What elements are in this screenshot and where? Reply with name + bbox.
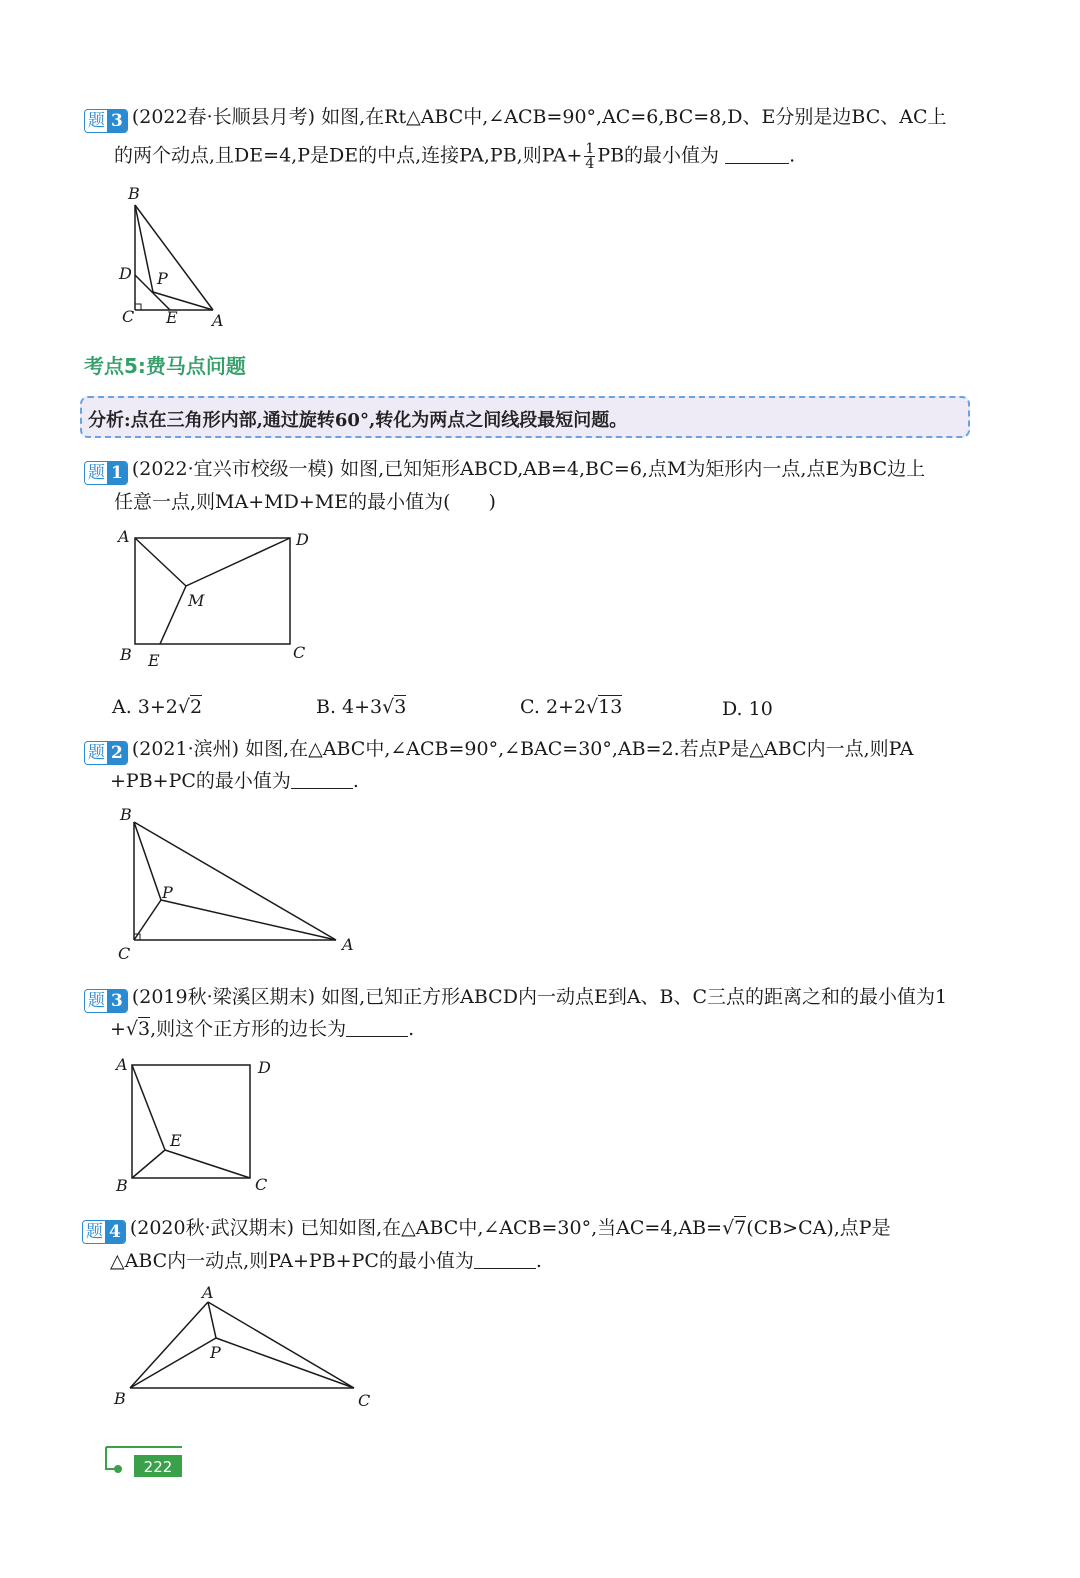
- problem-3-line1: 题 3 (2022春·长顺县月考) 如图,在Rt△ABC中,∠ACB=90°,AC=6,BC=8,D、E分别是边BC、AC上: [84, 104, 947, 133]
- label-A: A: [342, 935, 354, 954]
- seg-BA: [134, 822, 336, 940]
- seg-PB: [134, 822, 161, 900]
- label-E: E: [148, 651, 160, 670]
- seg-PA: [208, 1302, 216, 1338]
- label-C: C: [293, 643, 306, 662]
- figure-rectangle-abcd-m: [110, 520, 330, 675]
- section-heading: 考点5:费马点问题: [84, 354, 246, 378]
- option-b[interactable]: B. 4+3√3: [316, 696, 407, 718]
- question-badge: 题 1: [84, 461, 128, 485]
- figure-square-abcd-e: [110, 1050, 290, 1200]
- answer-blank: [346, 1018, 408, 1037]
- seg-PA: [161, 900, 336, 940]
- seg-EC: [165, 1150, 250, 1178]
- seg-ME: [160, 586, 186, 644]
- question-3-line1: 题 3 (2019秋·梁溪区期末) 如图,已知正方形ABCD内一动点E到A、B、C三点的距离之和的最小值为1: [84, 984, 947, 1013]
- question-4-line1: 题 4 (2020秋·武汉期末) 已知如图,在△ABC中,∠ACB=30°,当AC=4,AB=√7(CB>CA),点P是: [82, 1215, 891, 1244]
- label-C: C: [358, 1391, 371, 1410]
- answer-blank: [291, 770, 353, 789]
- question-4-line2: △ABC内一动点,则PA+PB+PC的最小值为 .: [110, 1250, 542, 1272]
- label-B: B: [120, 805, 132, 824]
- label-A: A: [202, 1283, 214, 1302]
- label-B: B: [114, 1389, 126, 1408]
- question-3-line2: +√3,则这个正方形的边长为 .: [110, 1018, 415, 1040]
- label-P: P: [157, 269, 168, 288]
- question-2-line2: +PB+PC的最小值为 .: [110, 770, 359, 792]
- label-E: E: [166, 308, 178, 327]
- answer-blank: [725, 145, 789, 164]
- seg-AB: [130, 1302, 208, 1388]
- seg-AC: [208, 1302, 354, 1388]
- page-number: 222: [143, 1458, 173, 1476]
- rect-ABCD: [135, 538, 290, 644]
- label-E: E: [170, 1131, 182, 1150]
- label-C: C: [118, 944, 131, 963]
- label-P: P: [162, 883, 173, 902]
- label-D: D: [258, 1058, 271, 1077]
- label-B: B: [116, 1176, 128, 1195]
- page-number-badge: [104, 1443, 184, 1479]
- label-C: C: [122, 307, 135, 326]
- figure-right-triangle-dep: [110, 180, 240, 330]
- seg-EA: [132, 1065, 165, 1150]
- question-badge: 题 4: [82, 1220, 126, 1244]
- question-1-line1: 题 1 (2022·宜兴市校级一模) 如图,已知矩形ABCD,AB=4,BC=6,点M为矩形内一点,点E为BC边上: [84, 456, 925, 485]
- seg-PC: [216, 1338, 354, 1388]
- analysis-text: 分析:点在三角形内部,通过旋转60°,转化为两点之间线段最短问题。: [88, 410, 628, 431]
- square-ABCD: [132, 1065, 250, 1178]
- figure-triangle-abc-p-1: [110, 800, 370, 970]
- option-c[interactable]: C. 2+2√13: [520, 696, 623, 718]
- analysis-box: [80, 396, 970, 438]
- label-A: A: [116, 1055, 128, 1074]
- question-1-line2: 任意一点,则MA+MD+ME的最小值为( ): [114, 491, 496, 513]
- answer-blank: [474, 1250, 536, 1269]
- seg-EB: [132, 1150, 165, 1178]
- seg-MA: [135, 538, 186, 586]
- option-d[interactable]: D. 10: [722, 698, 773, 720]
- figure-triangle-abc-p-2: [110, 1280, 390, 1420]
- label-D: D: [119, 264, 132, 283]
- label-P: P: [210, 1343, 221, 1362]
- label-C: C: [255, 1175, 268, 1194]
- problem-3-line2: 的两个动点,且DE=4,P是DE的中点,连接PA,PB,则PA+ $\frac{1}{4}$ PB的最小值为 .: [114, 141, 796, 172]
- question-badge: 题 2: [84, 741, 128, 765]
- label-B: B: [120, 645, 132, 664]
- fraction-one-quarter: $\frac{1}{4}$: [585, 141, 595, 172]
- label-A: A: [212, 311, 224, 330]
- seg-PB: [130, 1338, 216, 1388]
- label-A: A: [118, 527, 130, 546]
- label-B: B: [128, 184, 140, 203]
- label-M: M: [188, 591, 205, 610]
- label-D: D: [296, 530, 309, 549]
- problem-badge: 题 3: [84, 109, 128, 133]
- question-badge: 题 3: [84, 989, 128, 1013]
- question-2-line1: 题 2 (2021·滨州) 如图,在△ABC中,∠ACB=90°,∠BAC=30°,AB=2.若点P是△ABC内一点,则PA: [84, 736, 913, 765]
- option-a[interactable]: A. 3+2√2: [112, 696, 203, 718]
- page-tab-dot: [114, 1465, 122, 1473]
- seg-MD: [186, 538, 290, 586]
- right-angle-mark: [135, 304, 141, 310]
- page-tab-outline: [106, 1447, 116, 1469]
- seg-BA: [135, 205, 213, 310]
